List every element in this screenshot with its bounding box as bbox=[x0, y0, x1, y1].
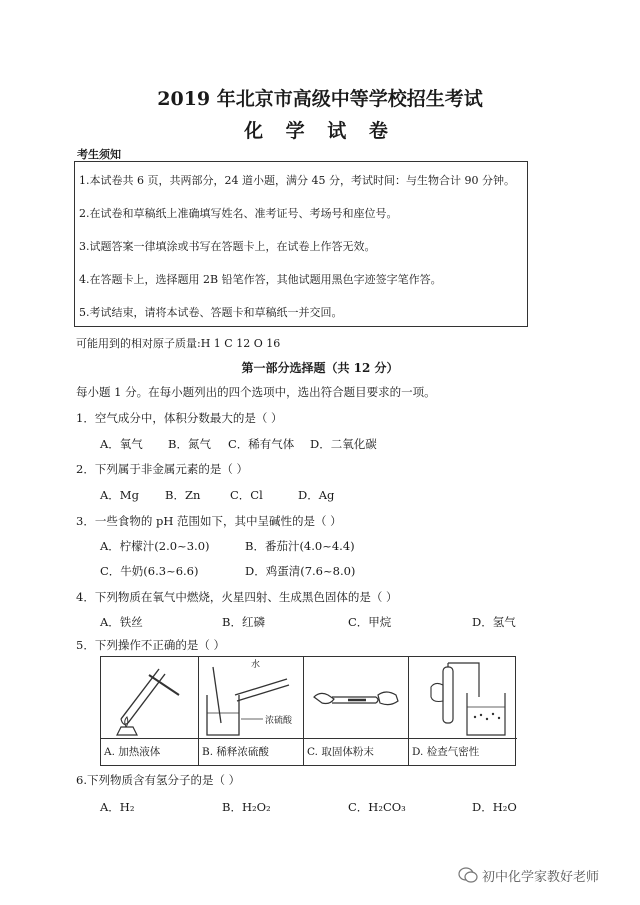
q2-option-b[interactable]: B．Zn bbox=[165, 488, 201, 502]
q1-option-b[interactable]: B．氮气 bbox=[168, 437, 211, 451]
q2-option-d[interactable]: D．Ag bbox=[298, 488, 335, 502]
question-3-stem: 3．一些食物的 pH 范围如下，其中呈碱性的是（ ） bbox=[76, 514, 342, 528]
q5-label-c: C. 取固体粉末 bbox=[307, 746, 374, 758]
notice-item: 4.在答题卡上，选择题用 2B 铅笔作答，其他试题用黑色字迹签字笔作答。 bbox=[79, 273, 442, 286]
q3-option-c[interactable]: C．牛奶(6.3~6.6) bbox=[100, 564, 199, 578]
q5-figure-a[interactable] bbox=[101, 657, 199, 765]
q5-label-a: A. 加热液体 bbox=[104, 746, 161, 758]
acid-label: 浓硫酸 bbox=[265, 716, 293, 726]
q6-option-a[interactable]: A．H₂ bbox=[100, 800, 135, 814]
section-title: 第一部分选择题（共 12 分） bbox=[241, 361, 399, 375]
q5-figure-b[interactable] bbox=[199, 657, 304, 765]
q5-figure-d[interactable] bbox=[409, 657, 517, 765]
q3-option-a[interactable]: A．柠檬汁(2.0~3.0) bbox=[100, 539, 210, 553]
q5-figure-table bbox=[100, 656, 516, 766]
exam-subtitle: 化 学 试 卷 bbox=[244, 120, 396, 142]
exam-title: 2019 年北京市高级中等学校招生考试 bbox=[157, 88, 483, 110]
question-2-stem: 2．下列属于非金属元素的是（ ） bbox=[76, 462, 248, 476]
airtightness-illustration bbox=[409, 657, 517, 739]
water-label: 水 bbox=[251, 660, 261, 670]
q3-option-b[interactable]: B．番茄汁(4.0~4.4) bbox=[245, 539, 355, 553]
q3-option-d[interactable]: D．鸡蛋清(7.6~8.0) bbox=[245, 564, 356, 578]
question-5-stem: 5．下列操作不正确的是（ ） bbox=[76, 638, 225, 652]
notice-heading: 考生须知 bbox=[77, 148, 121, 161]
question-1-stem: 1．空气成分中，体积分数最大的是（ ） bbox=[76, 411, 283, 425]
wechat-icon bbox=[458, 866, 478, 884]
q1-option-c[interactable]: C．稀有气体 bbox=[228, 437, 295, 451]
solid-powder-illustration bbox=[304, 657, 409, 739]
q4-option-b[interactable]: B．红磷 bbox=[222, 615, 265, 629]
q5-label-b: B. 稀释浓硫酸 bbox=[202, 746, 269, 758]
q4-option-d[interactable]: D．氢气 bbox=[472, 615, 516, 629]
watermark-text: 初中化学家教好老师 bbox=[482, 870, 600, 885]
notice-item: 1.本试卷共 6 页，共两部分，24 道小题，满分 45 分，考试时间：与生物合计 90 分钟。 bbox=[79, 174, 515, 187]
q1-option-a[interactable]: A．氧气 bbox=[100, 437, 143, 451]
q6-option-b[interactable]: B．H₂O₂ bbox=[222, 800, 271, 814]
q5-label-d: D. 检查气密性 bbox=[412, 746, 480, 758]
q6-option-d[interactable]: D．H₂O bbox=[472, 800, 517, 814]
q1-option-d[interactable]: D．二氧化碳 bbox=[310, 437, 377, 451]
q2-option-a[interactable]: A．Mg bbox=[100, 488, 139, 502]
section-instruction: 每小题 1 分。在每小题列出的四个选项中，选出符合题目要求的一项。 bbox=[76, 385, 436, 399]
question-6-stem: 6.下列物质含有氢分子的是（ ） bbox=[76, 773, 241, 787]
q4-option-c[interactable]: C．甲烷 bbox=[348, 615, 392, 629]
q2-option-c[interactable]: C．Cl bbox=[230, 488, 263, 502]
question-4-stem: 4．下列物质在氧气中燃烧，火星四射、生成黑色固体的是（ ） bbox=[76, 590, 398, 604]
notice-item: 3.试题答案一律填涂或书写在答题卡上，在试卷上作答无效。 bbox=[79, 240, 376, 253]
q5-figure-c[interactable] bbox=[304, 657, 409, 765]
atomic-mass-note: 可能用到的相对原子质量:H 1 C 12 O 16 bbox=[76, 337, 281, 350]
q4-option-a[interactable]: A．铁丝 bbox=[100, 615, 143, 629]
heating-liquid-illustration bbox=[101, 657, 199, 739]
notice-item: 5.考试结束，请将本试卷、答题卡和草稿纸一并交回。 bbox=[79, 306, 343, 319]
notice-box bbox=[74, 161, 528, 327]
q6-option-c[interactable]: C．H₂CO₃ bbox=[348, 800, 406, 814]
notice-item: 2.在试卷和草稿纸上准确填写姓名、准考证号、考场号和座位号。 bbox=[79, 207, 398, 220]
